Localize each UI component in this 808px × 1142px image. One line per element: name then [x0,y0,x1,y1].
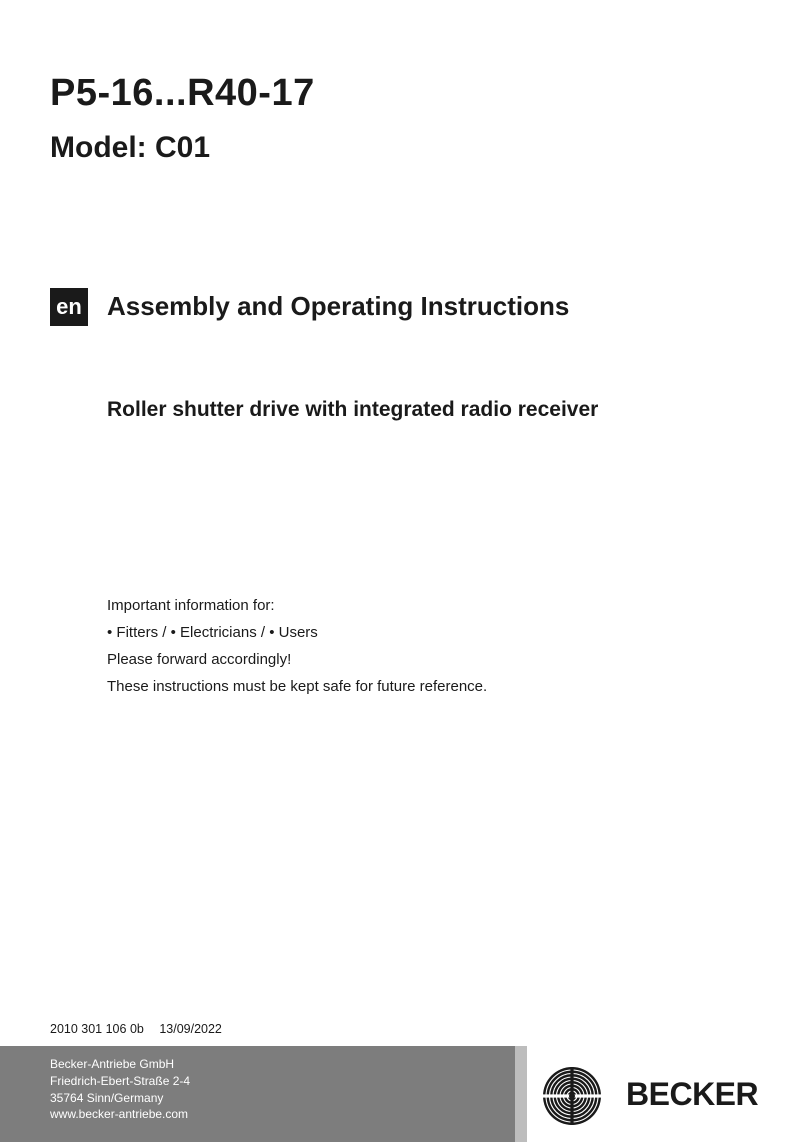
company-name: Becker-Antriebe GmbH [50,1057,175,1071]
company-city: 35764 Sinn/Germany [50,1091,164,1105]
document-title: Assembly and Operating Instructions [107,291,570,321]
info-line-audience: Important information for: [107,597,275,614]
info-line-forward: Please forward accordingly! [107,651,292,668]
document-reference [50,1022,222,1036]
footer-strip [515,1046,527,1142]
company-street: Friedrich-Ebert-Straße 2-4 [50,1074,191,1088]
info-line-roles: • Fitters / • Electricians / • Users [107,624,318,641]
info-line-keep-safe: These instructions must be kept safe for future reference. [107,678,488,695]
language-badge: en [50,288,88,326]
becker-logo-text: BECKER [626,1076,759,1112]
becker-disc-logo-icon [542,1066,602,1126]
document-date: 13/09/2022 [159,1022,222,1036]
document-subtitle: Roller shutter drive with integrated radio receiver [107,398,599,421]
company-website: www.becker-antriebe.com [50,1107,189,1121]
document-number: 2010 301 106 0b [50,1022,144,1036]
product-title: P5-16...R40-17 [50,72,315,114]
model-title: Model: C01 [50,131,211,164]
